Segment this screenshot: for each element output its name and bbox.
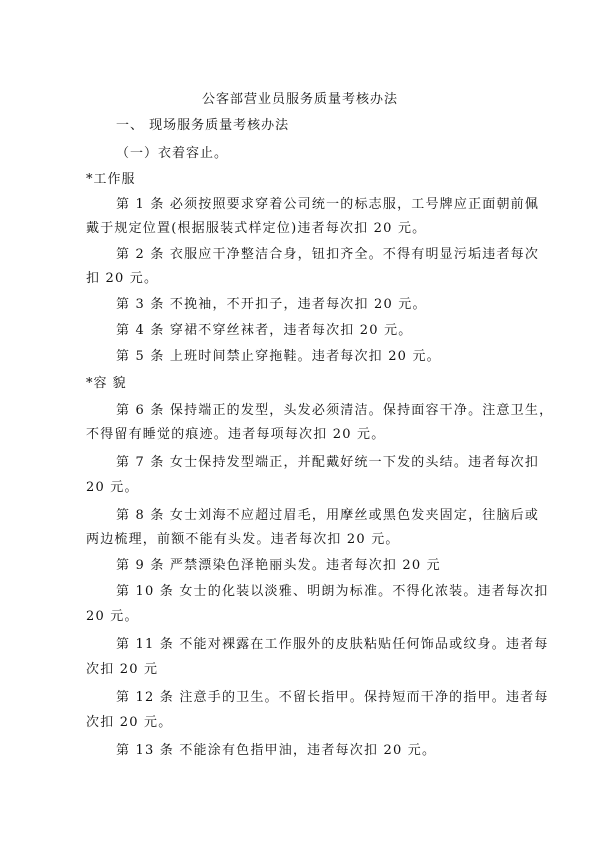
group-heading-uniform: *工作服	[86, 172, 136, 187]
article-3: 第 3 条 不挽袖，不开扣子，违者每次扣 20 元。	[116, 297, 427, 312]
article-1-line-2: 戴于规定位置(根据服装式样定位)违者每次扣 20 元。	[86, 221, 427, 236]
article-6-line-1: 第 6 条 保持端正的发型，头发必须清洁。保持面容干净。注意卫生，	[116, 403, 554, 418]
article-11-line-1: 第 11 条 不能对裸露在工作服外的皮肤粘贴任何饰品或纹身。违者每	[116, 637, 549, 652]
article-7-line-2: 20 元。	[86, 480, 139, 495]
article-10-line-2: 20 元。	[86, 609, 139, 624]
article-8-line-1: 第 8 条 女士刘海不应超过眉毛，用摩丝或黑色发夹固定，往脑后或	[116, 508, 540, 523]
article-13: 第 13 条 不能涂有色指甲油，违者每次扣 20 元。	[116, 743, 437, 758]
article-11-line-2: 次扣 20 元	[86, 662, 159, 677]
document-title: 公客部营业员服务质量考核办法	[201, 92, 398, 107]
article-2-line-1: 第 2 条 衣服应干净整洁合身，钮扣齐全。不得有明显污垢违者每次	[116, 247, 540, 262]
article-6-line-2: 不得留有睡觉的痕迹。违者每项每次扣 20 元。	[86, 427, 386, 442]
article-4: 第 4 条 穿裙不穿丝袜者，违者每次扣 20 元。	[116, 323, 413, 338]
section-heading: 一、 现场服务质量考核办法	[116, 118, 290, 133]
article-7-line-1: 第 7 条 女士保持发型端正，并配戴好统一下发的头结。违者每次扣	[116, 455, 540, 470]
article-9: 第 9 条 严禁漂染色泽艳丽头发。违者每次扣 20 元	[116, 558, 441, 573]
article-8-line-2: 两边梳理，前额不能有头发。违者每次扣 20 元。	[86, 532, 400, 547]
group-heading-appearance: *容 貌	[86, 376, 127, 391]
article-1-line-1: 第 1 条 必须按照要求穿着公司统一的标志服，工号牌应正面朝前佩	[116, 197, 540, 212]
article-12-line-2: 次扣 20 元。	[86, 715, 173, 730]
article-12-line-1: 第 12 条 注意手的卫生。不留长指甲。保持短而干净的指甲。违者每	[116, 690, 549, 705]
article-5: 第 5 条 上班时间禁止穿拖鞋。违者每次扣 20 元。	[116, 349, 441, 364]
subsection-heading: （一）衣着容止。	[116, 146, 229, 161]
article-10-line-1: 第 10 条 女士的化装以淡雅、明朗为标准。不得化浓装。违者每次扣	[116, 584, 549, 599]
article-2-line-2: 扣 20 元。	[86, 271, 159, 286]
